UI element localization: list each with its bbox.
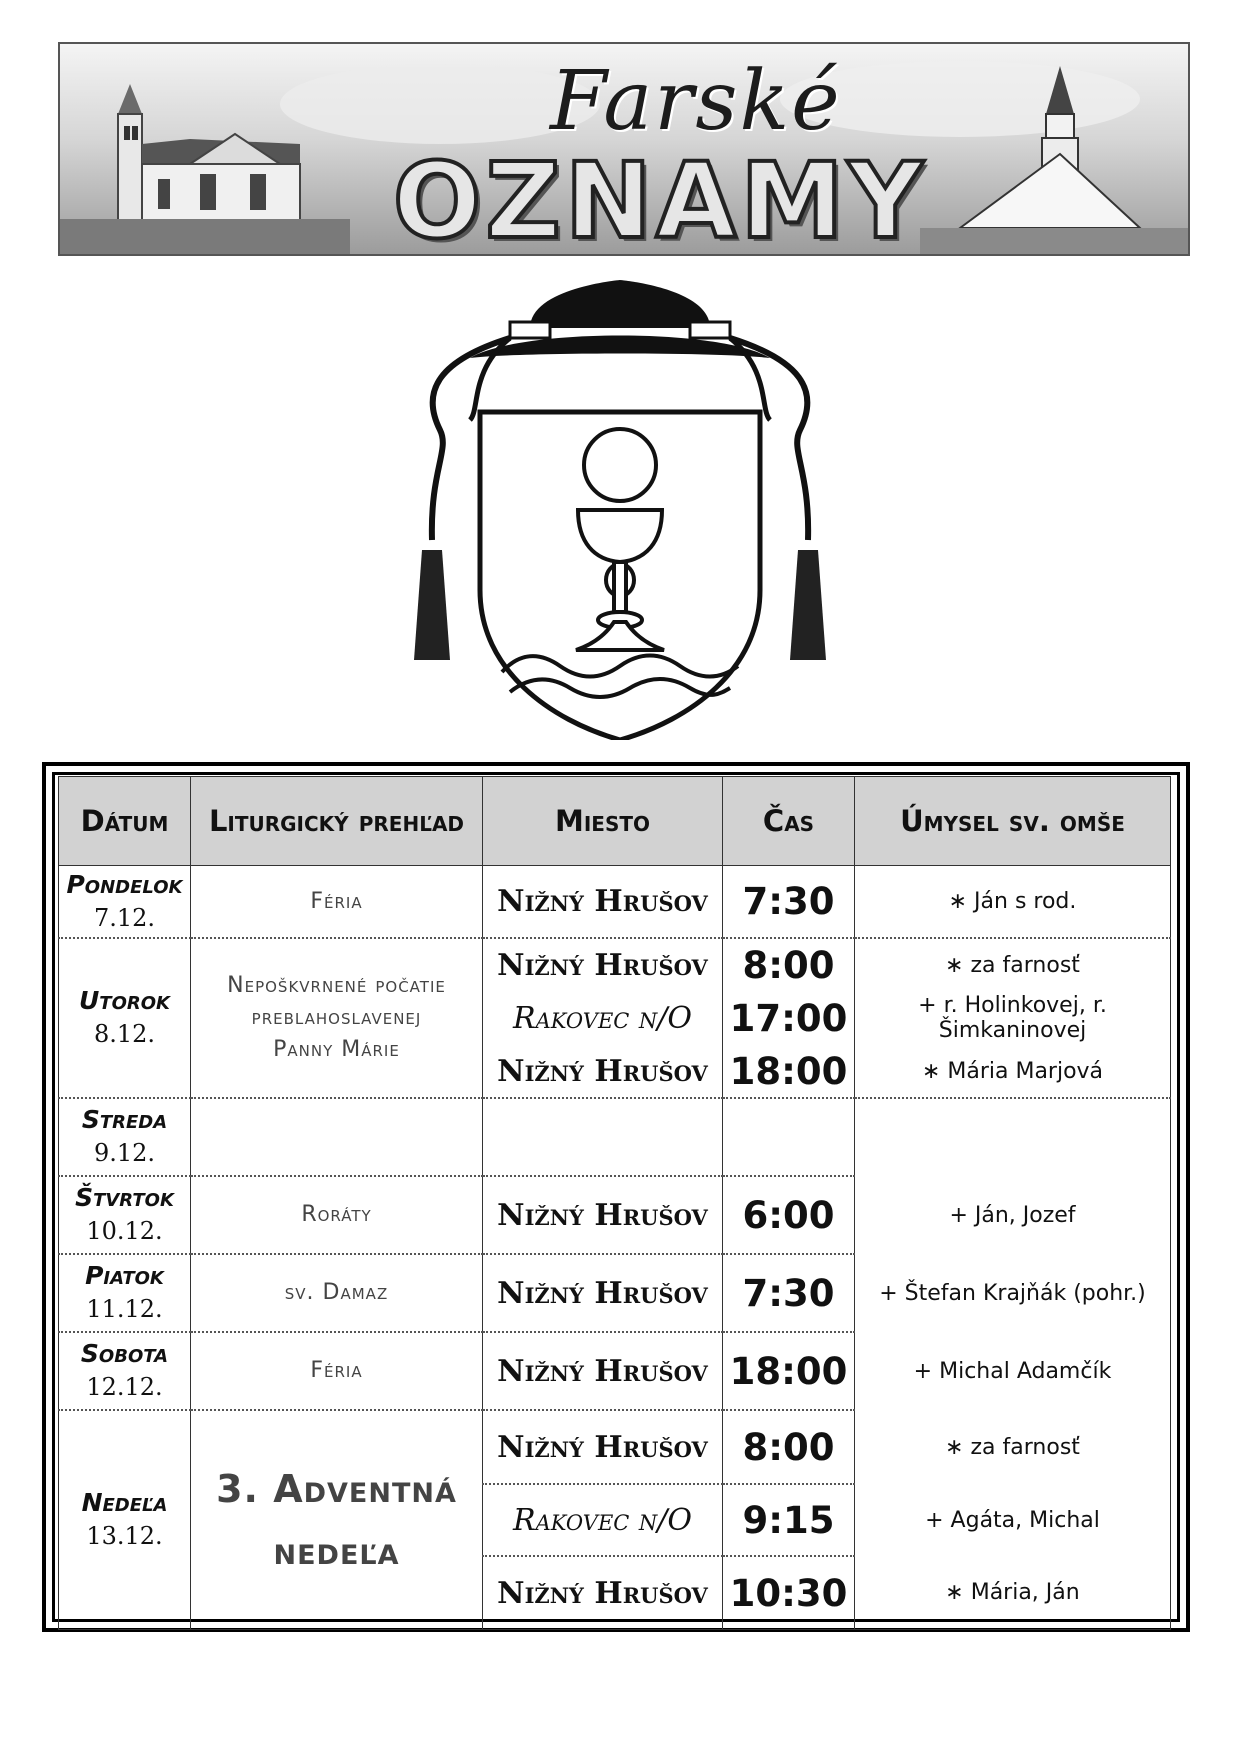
- coat-of-arms-emblem: [410, 280, 830, 740]
- day-name: Piatok: [85, 1261, 164, 1290]
- time-text: 18:00: [723, 1332, 855, 1410]
- time-text: 6:00: [723, 1176, 855, 1254]
- table-row: [59, 1254, 1171, 1332]
- liturgy-line: Nepoškvrnené počatie: [227, 973, 446, 998]
- date-cell: [59, 866, 191, 939]
- liturgy-text: Roráty: [301, 1202, 372, 1227]
- date-cell: [59, 1410, 191, 1630]
- time-text: 8:00: [723, 938, 855, 991]
- table-row: [59, 1176, 1171, 1254]
- table-row: [59, 866, 1171, 939]
- date-cell: [59, 1098, 191, 1176]
- time-text: 9:15: [723, 1484, 855, 1556]
- intention-text: ∗ Mária, Ján: [855, 1556, 1171, 1630]
- mass-schedule-table: [58, 776, 1171, 1630]
- date-cell: [59, 1176, 191, 1254]
- intention-text: + Michal Adamčík: [855, 1332, 1171, 1410]
- header-intention: Úmysel sv. omše: [855, 777, 1171, 866]
- table-row: [59, 1098, 1171, 1176]
- liturgy-line: Panny Márie: [273, 1037, 400, 1062]
- intention-text: ∗ Ján s rod.: [855, 866, 1171, 939]
- right-tassel-icon: [790, 550, 826, 660]
- day-name: Streda: [81, 1105, 168, 1134]
- place-text: Nižný Hrušov: [497, 1197, 708, 1233]
- place-text: Rakovec n/O: [513, 1000, 692, 1036]
- intention-text: + Agáta, Michal: [855, 1484, 1171, 1556]
- place-text: Nižný Hrušov: [497, 947, 708, 983]
- place-text: Nižný Hrušov: [497, 884, 708, 919]
- table-row: [59, 1410, 1171, 1484]
- header-date: Dátum: [59, 777, 191, 866]
- date-cell: [59, 1332, 191, 1410]
- day-date: 7.12.: [93, 903, 156, 932]
- banner-main-title: OZNAMY: [392, 140, 928, 256]
- header-banner: [58, 42, 1190, 256]
- day-date: 8.12.: [93, 1020, 156, 1048]
- place-text: Nižný Hrušov: [497, 1429, 708, 1465]
- day-name: Sobota: [80, 1339, 169, 1368]
- day-date: 12.12.: [86, 1373, 163, 1401]
- day-date: 13.12.: [86, 1522, 163, 1550]
- date-cell: [59, 1254, 191, 1332]
- day-name: Nedeľa: [81, 1488, 168, 1517]
- time-text: 17:00: [723, 991, 855, 1045]
- day-name: Štvrtok: [75, 1183, 174, 1212]
- host-icon: [584, 429, 656, 501]
- intention-text: + Ján, Jozef: [855, 1176, 1171, 1254]
- liturgy-text: Féria: [310, 1358, 363, 1383]
- liturgy-text: sv. Damaz: [284, 1280, 389, 1305]
- time-text: 18:00: [723, 1045, 855, 1098]
- date-cell: [59, 938, 191, 1098]
- time-text: 10:30: [723, 1556, 855, 1630]
- banner-script-title: Farské: [550, 54, 842, 149]
- day-date: 9.12.: [93, 1139, 156, 1167]
- intention-text: + r. Holinkovej, r. Šimkaninovej: [855, 991, 1171, 1045]
- day-name: Pondelok: [66, 869, 183, 899]
- liturgy-line: nedeľa: [273, 1529, 400, 1573]
- header-time: Čas: [723, 777, 855, 866]
- liturgy-cell: [191, 938, 483, 1098]
- place-text: Nižný Hrušov: [497, 1353, 708, 1389]
- time-text: 7:30: [723, 1254, 855, 1332]
- time-text: 7:30: [723, 866, 855, 939]
- table-row: [59, 1332, 1171, 1410]
- table-row: [59, 938, 1171, 991]
- liturgy-text: Féria: [310, 888, 363, 914]
- liturgy-line: 3. Adventná: [216, 1467, 457, 1511]
- intention-text: ∗ Mária Marjová: [855, 1045, 1171, 1098]
- time-text: 8:00: [723, 1410, 855, 1484]
- intention-text: ∗ za farnosť: [855, 1410, 1171, 1484]
- place-text: Nižný Hrušov: [497, 1053, 708, 1089]
- place-text: Rakovec n/O: [513, 1502, 692, 1538]
- header-liturgy: Liturgický prehľad: [191, 777, 483, 866]
- liturgy-cell: [191, 1410, 483, 1630]
- intention-text: ∗ za farnosť: [855, 938, 1171, 991]
- place-text: Nižný Hrušov: [497, 1575, 708, 1611]
- day-date: 10.12.: [86, 1217, 163, 1245]
- left-tassel-icon: [414, 550, 450, 660]
- day-date: 11.12.: [86, 1295, 163, 1323]
- header-place: Miesto: [483, 777, 723, 866]
- galero-hat-icon: [470, 280, 770, 358]
- liturgy-line: preblahoslavenej: [251, 1005, 422, 1030]
- day-name: Utorok: [79, 986, 170, 1015]
- intention-text: + Štefan Krajňák (pohr.): [855, 1254, 1171, 1332]
- place-text: Nižný Hrušov: [497, 1275, 708, 1311]
